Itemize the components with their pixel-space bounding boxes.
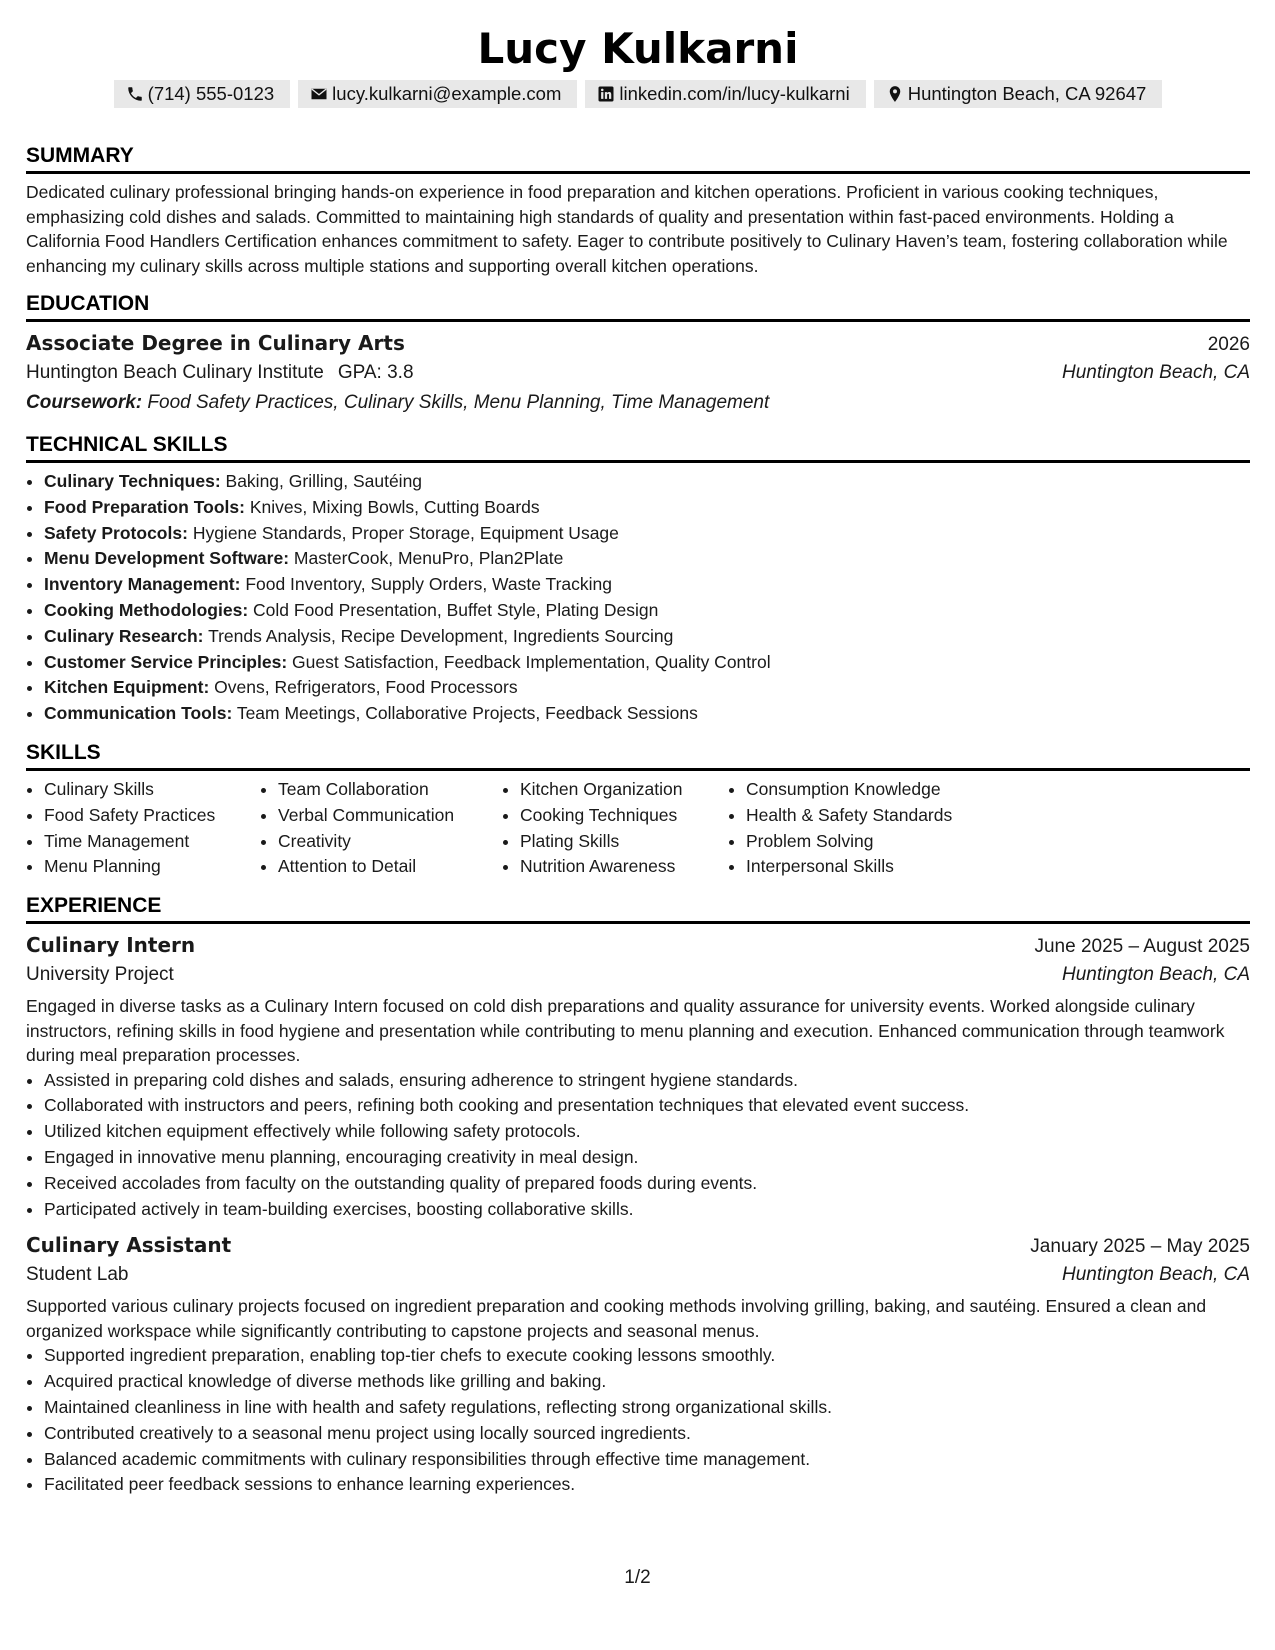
skill-label: Customer Service Principles:: [44, 651, 288, 672]
summary-text: Dedicated culinary professional bringing hands-on experience in food preparation and kitchen operations. Proficient in various cooking techniques, emphasizing cold dishes and salads. Committed to maintaining high standards of quality and presentation within fast-paced environments. Holding a California Food Handlers Certification enhances commitment to safety. Eager to contribute positively to Culinary Haven’s team, fostering collaboration while enhancing my culinary skills across multiple stations and supporting overall kitchen operations.: [26, 182, 1228, 276]
technical-skills-section: [26, 431, 1250, 727]
list-item: [44, 521, 1250, 547]
job-location: Huntington Beach, CA: [1061, 1264, 1250, 1286]
list-item: • Plating Skills: [520, 829, 728, 855]
resume-page: [26, 22, 1250, 1498]
skill-label: Culinary Research:: [44, 625, 204, 646]
job-role: Culinary Assistant: [26, 1233, 232, 1258]
section-title: EDUCATION: [26, 290, 1250, 322]
list-item: • Menu Planning: [44, 854, 260, 880]
skill-label: Communication Tools:: [44, 703, 233, 724]
page-number: 1/2: [624, 1567, 651, 1588]
skill-value: Guest Satisfaction, Feedback Implementation, Quality Control: [292, 651, 771, 672]
contact-phone[interactable]: [114, 80, 291, 108]
skill-value: Food Inventory, Supply Orders, Waste Tracking: [245, 574, 612, 595]
list-item: • Interpersonal Skills: [746, 854, 1006, 880]
map-pin-icon: [886, 85, 904, 103]
job-role: Culinary Intern: [26, 933, 196, 958]
job-entry: [26, 930, 1250, 1222]
list-item: • Attention to Detail: [278, 854, 502, 880]
list-item: [44, 546, 1250, 572]
school-name: Huntington Beach Culinary Institute: [26, 362, 324, 383]
experience-section: [26, 892, 1250, 1498]
linkedin-icon: [597, 85, 615, 103]
technical-skills-list: [26, 469, 1250, 727]
job-dates: June 2025 – August 2025: [1034, 936, 1250, 958]
list-item: [44, 469, 1250, 495]
list-item: • Problem Solving: [746, 829, 1006, 855]
envelope-icon: [310, 85, 328, 103]
job-org: Student Lab: [26, 1264, 129, 1286]
list-item: • Collaborated with instructors and peers, refining both cooking and presentation techniques that elevated event success.: [44, 1093, 1250, 1119]
education-school-row: [26, 358, 1250, 388]
list-item: • Time Management: [44, 829, 260, 855]
list-item: • Verbal Communication: [278, 803, 502, 829]
list-item: • Consumption Knowledge: [746, 777, 1006, 803]
job-org: University Project: [26, 964, 174, 986]
skill-value: MasterCook, MenuPro, Plan2Plate: [293, 548, 564, 569]
phone-text: (714) 555-0123: [147, 83, 275, 104]
skill-value: Team Meetings, Collaborative Projects, Feedback Sessions: [236, 703, 698, 724]
education-section: [26, 290, 1250, 417]
skill-value: Hygiene Standards, Proper Storage, Equipment Usage: [192, 522, 619, 543]
skill-value: Baking, Grilling, Sautéing: [225, 471, 423, 491]
skills-column: [260, 777, 502, 880]
school-location: Huntington Beach, CA: [1061, 362, 1250, 383]
contact-location: [874, 80, 1163, 108]
linkedin-text: linkedin.com/in/lucy-kulkarni: [619, 83, 850, 104]
list-item: • Culinary Skills: [44, 777, 260, 803]
contact-linkedin[interactable]: [585, 80, 865, 108]
coursework-list: Food Safety Practices, Culinary Skills, Menu Planning, Time Management: [147, 392, 770, 413]
skill-label: Kitchen Equipment:: [44, 677, 210, 698]
contact-bar: [26, 80, 1250, 108]
skills-column: [728, 777, 1006, 880]
gpa: GPA: 3.8: [337, 362, 414, 383]
skill-label: Safety Protocols:: [44, 522, 188, 543]
skill-label: Culinary Techniques:: [44, 471, 221, 491]
list-item: • Team Collaboration: [278, 777, 502, 803]
list-item: • Nutrition Awareness: [520, 854, 728, 880]
skills-column: [26, 777, 260, 880]
skills-section: [26, 739, 1250, 880]
coursework: [26, 388, 1250, 417]
job-description: Engaged in diverse tasks as a Culinary Intern focused on cold dish preparations and quality assurance for university events. Worked alongside culinary instructors, refining skills in food hygiene and presentation while contributing to menu planning and execution. Enhanced communication through teamwork during meal preparation processes.: [26, 996, 1225, 1066]
skill-value: Cold Food Presentation, Buffet Style, Plating Design: [253, 599, 659, 620]
summary-section: [26, 142, 1250, 278]
list-item: • Assisted in preparing cold dishes and salads, ensuring adherence to stringent hygiene standards.: [44, 1068, 1250, 1094]
list-item: [44, 650, 1250, 676]
education-header-row: [26, 328, 1250, 358]
skills-grid: [26, 777, 1250, 880]
candidate-name: Lucy Kulkarni: [477, 24, 799, 73]
list-item: • Health & Safety Standards: [746, 803, 1006, 829]
list-item: • Utilized kitchen equipment effectively while following safety protocols.: [44, 1119, 1250, 1145]
list-item: • Cooking Techniques: [520, 803, 728, 829]
section-title: SUMMARY: [26, 142, 1250, 174]
skill-value: Knives, Mixing Bowls, Cutting Boards: [249, 496, 540, 517]
list-item: • Balanced academic commitments with culinary responsibilities through effective time management.: [44, 1447, 1250, 1473]
job-bullets: [26, 1068, 1250, 1223]
list-item: [44, 701, 1250, 727]
skills-column: [502, 777, 728, 880]
list-item: • Creativity: [278, 829, 502, 855]
contact-email[interactable]: [298, 80, 577, 108]
skill-value: Trends Analysis, Recipe Development, Ingredients Sourcing: [208, 625, 674, 646]
list-item: • Participated actively in team-building exercises, boosting collaborative skills.: [44, 1197, 1250, 1223]
list-item: [44, 598, 1250, 624]
graduation-year: 2026: [1207, 334, 1250, 355]
job-bullets: [26, 1343, 1250, 1498]
section-title: TECHNICAL SKILLS: [26, 431, 1250, 463]
list-item: • Facilitated peer feedback sessions to enhance learning experiences.: [44, 1472, 1250, 1498]
list-item: [44, 675, 1250, 701]
location-text: Huntington Beach, CA 92647: [907, 83, 1147, 104]
job-dates: January 2025 – May 2025: [1030, 1236, 1250, 1258]
list-item: • Acquired practical knowledge of diverse methods like grilling and baking.: [44, 1369, 1250, 1395]
list-item: [44, 624, 1250, 650]
list-item: • Food Safety Practices: [44, 803, 260, 829]
list-item: [44, 495, 1250, 521]
skill-value: Ovens, Refrigerators, Food Processors: [214, 677, 518, 698]
degree: Associate Degree in Culinary Arts: [26, 331, 405, 355]
list-item: • Supported ingredient preparation, enabling top-tier chefs to execute cooking lessons smoothly.: [44, 1343, 1250, 1369]
skill-label: Food Preparation Tools:: [44, 496, 245, 517]
job-entry: [26, 1230, 1250, 1498]
phone-icon: [126, 85, 144, 103]
skill-label: Inventory Management:: [44, 574, 241, 595]
list-item: • Engaged in innovative menu planning, encouraging creativity in meal design.: [44, 1145, 1250, 1171]
skill-label: Menu Development Software:: [44, 548, 290, 569]
skill-label: Cooking Methodologies:: [44, 599, 249, 620]
job-location: Huntington Beach, CA: [1061, 964, 1250, 986]
section-title: EXPERIENCE: [26, 892, 1250, 924]
list-item: • Kitchen Organization: [520, 777, 728, 803]
email-text: lucy.kulkarni@example.com: [332, 83, 562, 104]
section-title: SKILLS: [26, 739, 1250, 771]
list-item: • Received accolades from faculty on the outstanding quality of prepared foods during events.: [44, 1171, 1250, 1197]
list-item: • Contributed creatively to a seasonal menu project using locally sourced ingredients.: [44, 1421, 1250, 1447]
coursework-label: Coursework:: [26, 392, 143, 413]
job-description: Supported various culinary projects focused on ingredient preparation and cooking methods involving grilling, baking, and sautéing. Ensured a clean and organized workspace while significantly contributing to capstone projects and seasonal menus.: [26, 1296, 1207, 1341]
list-item: • Maintained cleanliness in line with health and safety regulations, reflecting strong organizational skills.: [44, 1395, 1250, 1421]
list-item: [44, 572, 1250, 598]
